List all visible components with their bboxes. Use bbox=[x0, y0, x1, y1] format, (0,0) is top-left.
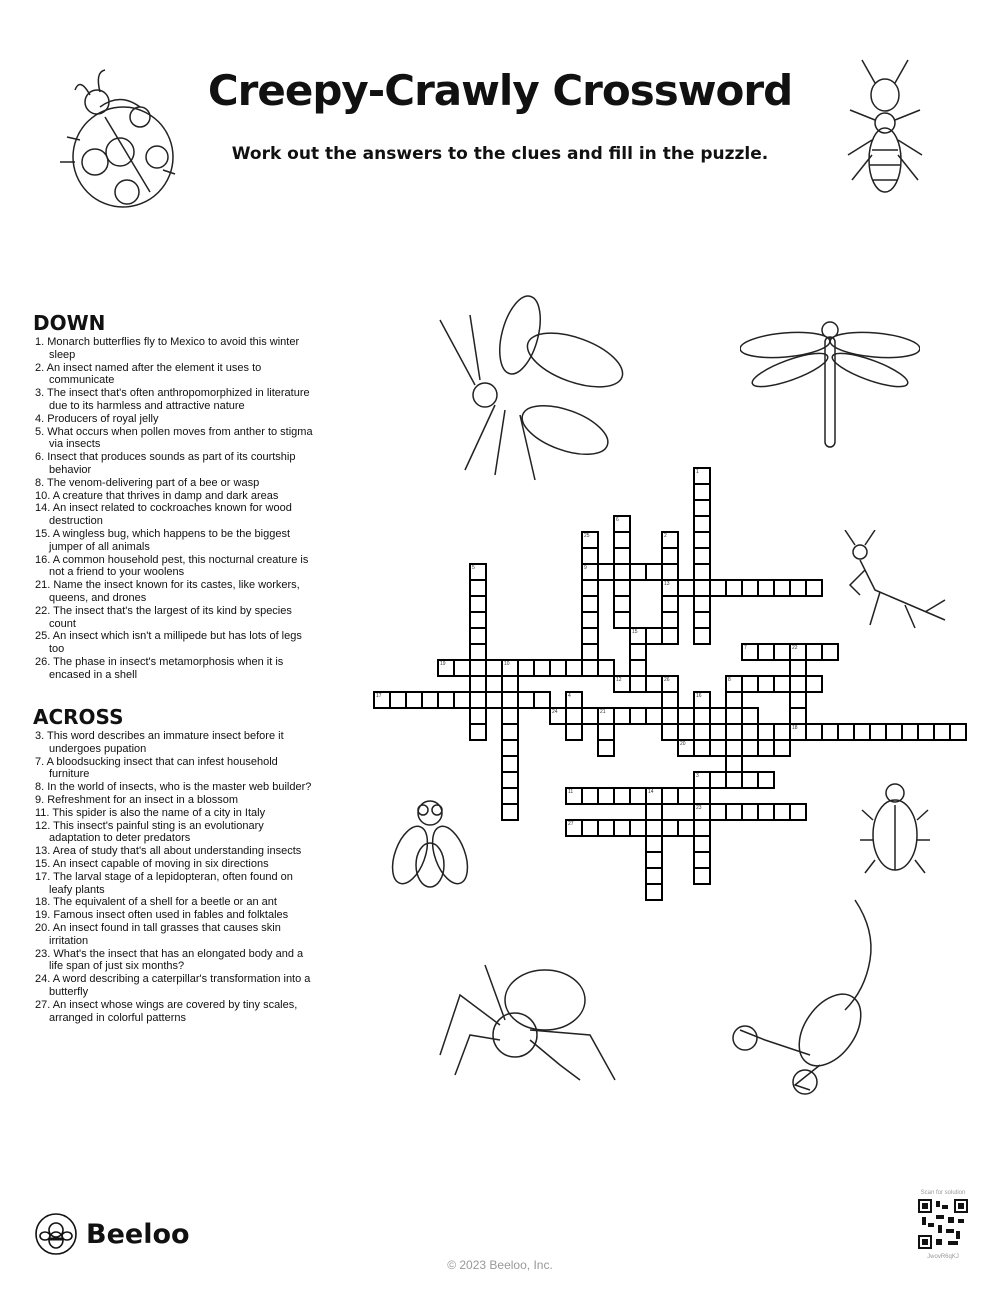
clue-number: 3 bbox=[696, 773, 699, 779]
qr-code-text: JwovR6qKJ bbox=[927, 1254, 959, 1260]
clue-number: 12 bbox=[616, 677, 622, 683]
across-clue: 13. Area of study that's all about understanding insects bbox=[35, 845, 302, 858]
clue-number: 4 bbox=[568, 693, 571, 699]
clue-number: 7 bbox=[744, 645, 747, 651]
across-clue: 3. This word describes an immature insect before it undergoes pupation bbox=[35, 730, 284, 755]
crossword-cell[interactable] bbox=[805, 579, 823, 597]
crossword-cell[interactable] bbox=[453, 659, 471, 677]
down-clue: 1. Monarch butterflies fly to Mexico to avoid this winter sleep bbox=[35, 336, 300, 361]
copyright: © 2023 Beeloo, Inc. bbox=[447, 1258, 553, 1272]
down-clue: 25. An insect which isn't a millipede but has lots of legs too bbox=[35, 630, 302, 656]
crossword-cell[interactable] bbox=[757, 771, 775, 789]
crossword-cell[interactable] bbox=[789, 803, 807, 821]
crossword-cell[interactable] bbox=[709, 771, 727, 789]
clue-number: 17 bbox=[376, 693, 382, 699]
clue-number: 10 bbox=[504, 661, 510, 667]
crossword-cell[interactable] bbox=[661, 627, 679, 645]
down-heading: DOWN bbox=[33, 311, 106, 335]
clue-number: 8 bbox=[728, 677, 731, 683]
down-clue: 8. The venom-delivering part of a bee or wasp bbox=[35, 476, 260, 489]
crossword-cell[interactable] bbox=[549, 707, 567, 725]
across-clue: 9. Refreshment for an insect in a blossom bbox=[35, 793, 238, 806]
crossword-cell[interactable] bbox=[597, 563, 615, 581]
clue-number: 6 bbox=[616, 517, 619, 523]
clue-number: 20 bbox=[680, 741, 686, 747]
clue-number: 24 bbox=[552, 709, 558, 715]
across-clue: 15. An insect capable of moving in six directions bbox=[35, 857, 269, 870]
clue-number: 2 bbox=[664, 533, 667, 539]
across-clue: 24. A word describing a caterpillar's transformation into a butterfly bbox=[35, 973, 311, 998]
crossword-cell[interactable] bbox=[613, 675, 631, 693]
crossword-cell[interactable] bbox=[773, 675, 791, 693]
across-clue: 7. A bloodsucking insect that can infest household furniture bbox=[35, 755, 278, 781]
clue-number: 9 bbox=[584, 565, 587, 571]
down-clue: 10. A creature that thrives in damp and dark areas bbox=[35, 489, 279, 502]
down-clue: 5. What occurs when pollen moves from anther to stigma via insects bbox=[35, 425, 313, 451]
crossword-cell[interactable] bbox=[645, 883, 663, 901]
instructions: Work out the answers to the clues and fill in the puzzle. bbox=[231, 144, 769, 164]
across-clue: 19. Famous insect often used in fables and folktales bbox=[35, 909, 289, 922]
clue-number: 22 bbox=[792, 645, 798, 651]
across-clue: 18. The equivalent of a shell for a beetle or an ant bbox=[35, 896, 277, 909]
crossword-cell[interactable] bbox=[565, 723, 583, 741]
clue-number: 16 bbox=[696, 693, 702, 699]
crossword-cell[interactable] bbox=[645, 563, 663, 581]
across-clue: 23. What's the insect that has an elongated body and a life span of just six months? bbox=[35, 947, 304, 973]
down-clue: 4. Producers of royal jelly bbox=[35, 412, 159, 425]
down-clue: 14. An insect related to cockroaches known for wood destruction bbox=[35, 502, 292, 528]
down-clue: 21. Name the insect known for its castes, like workers, queens, and drones bbox=[35, 579, 300, 604]
down-clue: 16. A common household pest, this nocturnal creature is not a friend to your woolens bbox=[35, 553, 309, 579]
clue-number: 13 bbox=[664, 581, 670, 587]
crossword-cell[interactable] bbox=[485, 691, 503, 709]
down-clue: 2. An insect named after the element it uses to communicate bbox=[35, 361, 262, 387]
clue-number: 14 bbox=[648, 789, 654, 795]
down-clue: 15. A wingless bug, which happens to be the biggest jumper of all animals bbox=[35, 527, 291, 553]
clue-number: 27 bbox=[568, 821, 574, 827]
down-clue: 6. Insect that produces sounds as part of its courtship behavior bbox=[35, 451, 296, 476]
crossword-cell[interactable] bbox=[949, 723, 967, 741]
across-clue: 8. In the world of insects, who is the master web builder? bbox=[35, 781, 312, 794]
qr-section[interactable] bbox=[915, 1190, 971, 1260]
crossword-cell[interactable] bbox=[501, 803, 519, 821]
crossword-cell[interactable] bbox=[821, 643, 839, 661]
across-clue: 20. An insect found in tall grasses that causes skin irritation bbox=[35, 921, 281, 947]
page-title: Creepy-Crawly Crossword bbox=[207, 66, 793, 115]
crossword-cell[interactable] bbox=[709, 739, 727, 757]
qr-code-icon[interactable] bbox=[918, 1199, 968, 1249]
clue-number: 25 bbox=[584, 533, 590, 539]
across-clue: 27. An insect whose wings are covered by tiny scales, arranged in colorful patterns bbox=[35, 998, 298, 1024]
brand-logo bbox=[34, 1212, 190, 1256]
clue-number: 19 bbox=[440, 661, 446, 667]
crossword-cell[interactable] bbox=[565, 659, 583, 677]
across-clue: 11. This spider is also the name of a city in Italy bbox=[35, 806, 266, 819]
crossword-cell[interactable] bbox=[469, 723, 487, 741]
crossword-cell[interactable] bbox=[597, 739, 615, 757]
down-clue: 26. The phase in insect's metamorphosis when it is encased in a shell bbox=[35, 655, 284, 681]
crossword-cell[interactable] bbox=[693, 627, 711, 645]
clue-number: 5 bbox=[472, 565, 475, 571]
crossword-cell[interactable] bbox=[453, 691, 471, 709]
crossword-cell[interactable] bbox=[677, 739, 695, 757]
bee-logo-icon bbox=[34, 1212, 78, 1256]
across-clue: 17. The larval stage of a lepidopteran, often found on leafy plants bbox=[35, 870, 293, 896]
clue-number: 21 bbox=[600, 709, 606, 715]
down-clue: 3. The insect that's often anthropomorphized in literature due to its harmless and attractive nature bbox=[35, 387, 310, 412]
crossword-cell[interactable] bbox=[677, 579, 695, 597]
clue-number: 18 bbox=[792, 725, 798, 731]
clue-number: 11 bbox=[568, 789, 574, 795]
crossword-cell[interactable] bbox=[773, 739, 791, 757]
down-clue: 22. The insect that's the largest of its kind by species count bbox=[35, 604, 292, 630]
crossword-cell[interactable] bbox=[677, 819, 695, 837]
clue-number: 1 bbox=[696, 469, 699, 475]
crossword-cell[interactable] bbox=[693, 867, 711, 885]
qr-caption: Scan for solution bbox=[920, 1190, 966, 1196]
crossword-cell[interactable] bbox=[645, 627, 663, 645]
crossword-cell[interactable] bbox=[645, 707, 663, 725]
brand-name: Beeloo bbox=[86, 1218, 190, 1250]
across-clue: 12. This insect's painful sting is an evolutionary adaptation to deter predators bbox=[35, 819, 264, 845]
crossword-cell[interactable] bbox=[805, 675, 823, 693]
clue-number: 26 bbox=[664, 677, 670, 683]
clue-number: 23 bbox=[696, 805, 702, 811]
crossword-cell[interactable] bbox=[629, 819, 647, 837]
across-heading: ACROSS bbox=[33, 705, 124, 729]
clue-number: 15 bbox=[632, 629, 638, 635]
